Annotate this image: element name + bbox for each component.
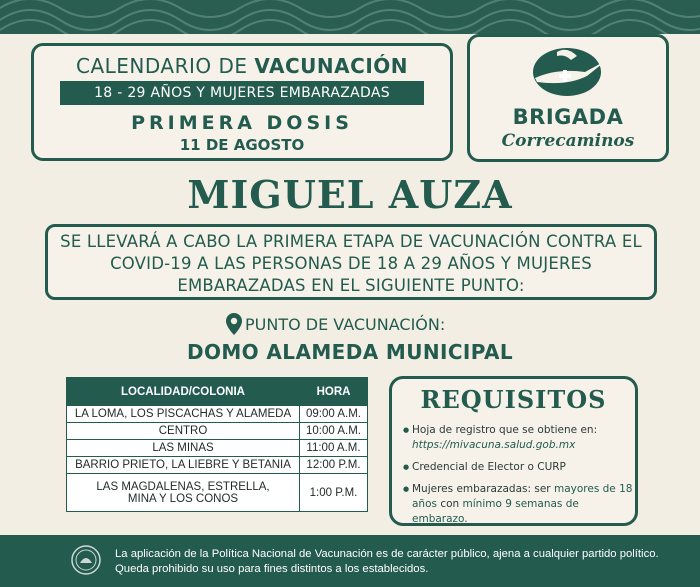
time-cell: 1:00 P.M. <box>300 474 368 512</box>
locality-cell: BARRIO PRIETO, LA LIEBRE Y BETANIA <box>67 457 300 474</box>
list-item <box>412 482 637 527</box>
table-row <box>67 423 368 440</box>
highlight-weeks: mínimo 9 semanas de embarazo. <box>412 498 579 525</box>
message-text: SE LLEVARÁ A CABO LA PRIMERA ETAPA DE VACUNACIÓN CONTRA EL COVID-19 A LAS PERSONAS DE 18 A 29 AÑOS Y MUJERES EMBARAZADAS EN EL SIGUIENTE PUNTO: <box>60 232 642 295</box>
requirement-text: Mujeres embarazadas: ser <box>412 483 554 495</box>
locality-cell: LAS MAGDALENAS, ESTRELLA, MINA Y LOS CONOS <box>67 474 300 512</box>
requirement-text: con <box>436 498 463 510</box>
requirements-title: REQUISITOS <box>420 385 607 414</box>
table-header-row <box>67 378 368 406</box>
time-cell: 10:00 A.M. <box>300 423 368 440</box>
requirements-box <box>389 376 638 526</box>
location-label: PUNTO DE VACUNACIÓN: <box>245 314 446 334</box>
brigada-subtitle: Correcaminos <box>501 131 635 151</box>
city-title: MIGUEL AUZA <box>187 172 513 217</box>
calendar-title: CALENDARIO DE VACUNACIÓN <box>76 54 408 78</box>
dose-label: PRIMERA DOSIS <box>131 112 353 134</box>
locality-cell: LA LOMA, LOS PISCACHAS Y ALAMEDA <box>67 406 300 423</box>
time-cell: 12:00 P.M. <box>300 457 368 474</box>
footer <box>0 535 700 587</box>
list-item <box>412 423 637 453</box>
location-place: DOMO ALAMEDA MUNICIPAL <box>186 340 514 364</box>
footer-disclaimer: La aplicación de la Política Nacional de Vacunación es de carácter público, ajena a cualquier partido político. Queda prohibido su uso para fines distintos a los establecidos. <box>115 548 659 575</box>
ornament-pattern <box>0 0 700 34</box>
location-pin-icon <box>226 313 242 335</box>
decorative-top-band <box>0 0 700 34</box>
roadrunner-logo-icon <box>527 42 613 104</box>
list-item: ● Credencial de Elector o CURP <box>412 460 637 475</box>
table-row <box>67 474 368 512</box>
requirement-text: Hoja de registro que se obtiene en: <box>412 424 598 436</box>
column-header-locality: LOCALIDAD/COLONIA <box>67 378 300 406</box>
message-box <box>45 224 657 300</box>
location-label-row <box>226 313 445 335</box>
date-label: 11 DE AGOSTO <box>179 136 305 154</box>
brigada-title: BRIGADA <box>512 105 624 129</box>
calendar-box <box>31 43 453 161</box>
table-row <box>67 440 368 457</box>
brigada-box <box>467 34 669 162</box>
table-row <box>67 406 368 423</box>
table-row <box>67 457 368 474</box>
highlight-age: mayores de 18 años <box>412 483 633 510</box>
time-cell: 11:00 A.M. <box>300 440 368 457</box>
requirements-list <box>412 423 637 534</box>
locality-cell: LAS MINAS <box>67 440 300 457</box>
locality-cell: CENTRO <box>67 423 300 440</box>
time-cell: 09:00 A.M. <box>300 406 368 423</box>
age-group-banner: 18 - 29 AÑOS Y MUJERES EMBARAZADAS <box>60 81 424 105</box>
column-header-time: HORA <box>300 378 368 406</box>
schedule-table <box>66 377 368 512</box>
national-seal-icon <box>71 545 101 575</box>
registration-link[interactable]: https://mivacuna.salud.gob.mx <box>412 439 576 451</box>
